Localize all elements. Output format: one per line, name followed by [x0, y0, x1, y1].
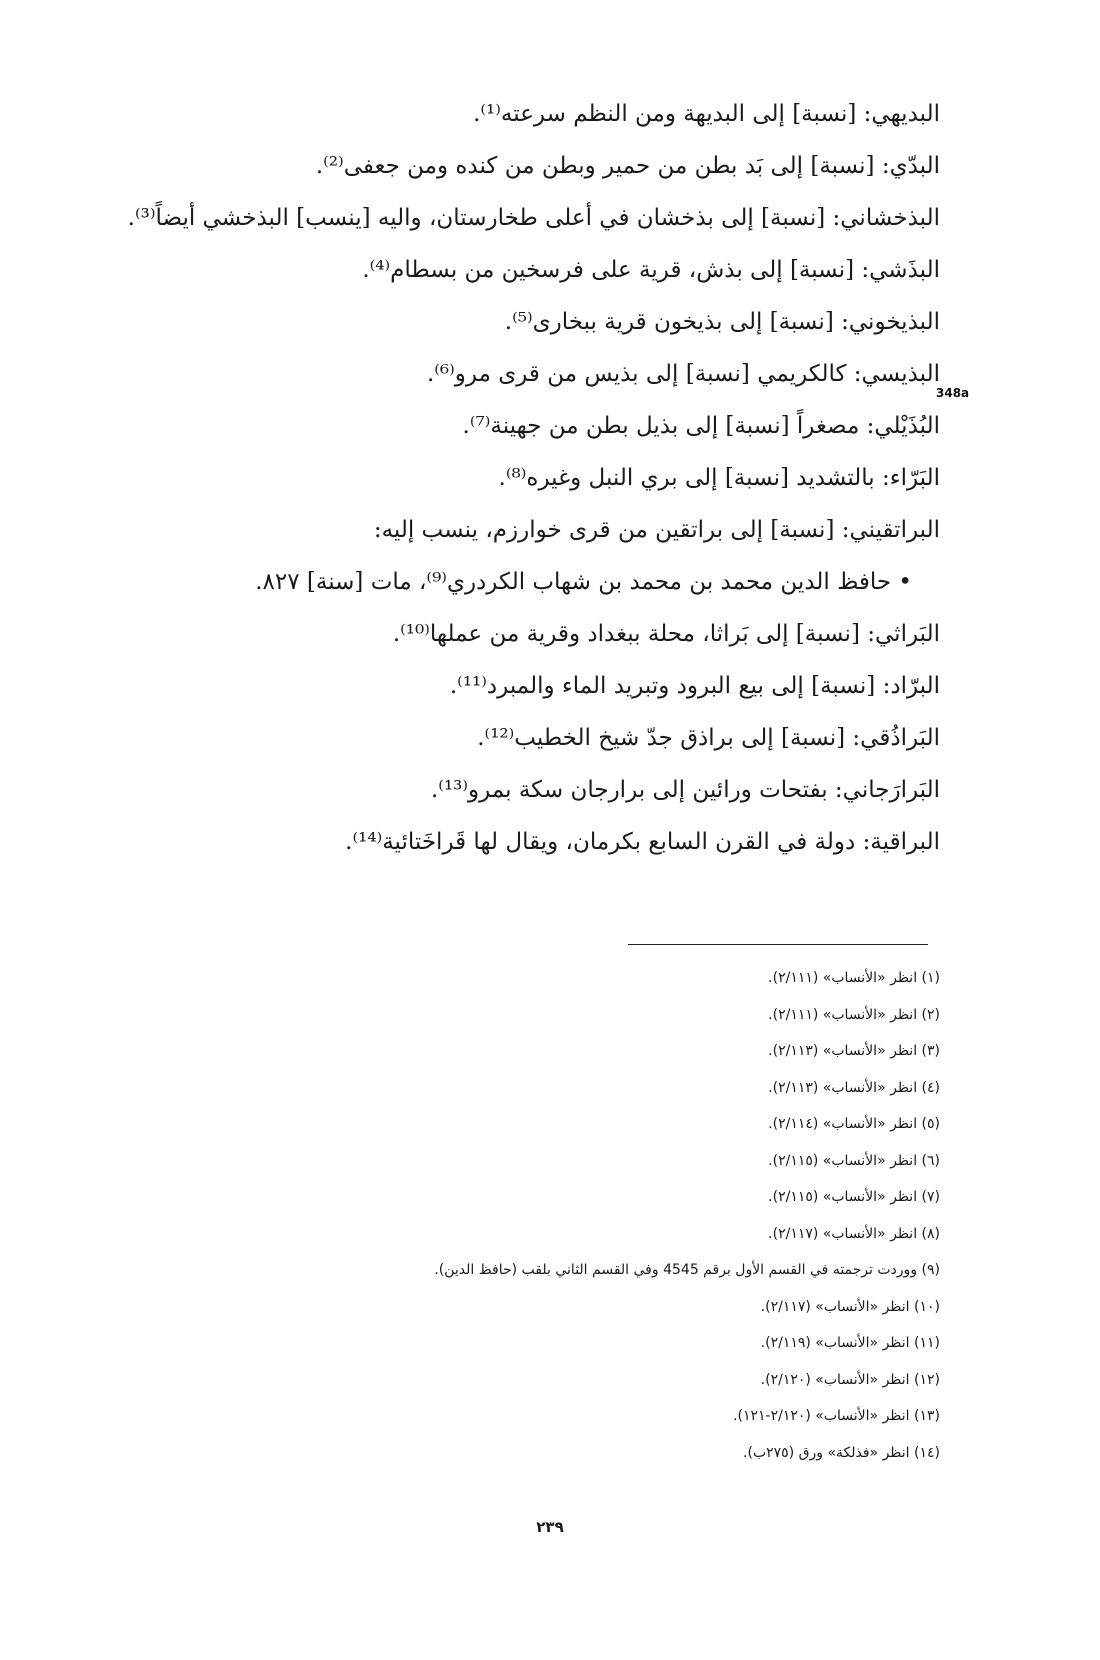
entry-headword: البَراثي: — [867, 621, 940, 647]
footnote: (٩) ووردت ترجمته في القسم الأول برقم 4545 وفي القسم الثاني بلقب (حافظ الدين). — [434, 1262, 940, 1278]
entry-albarra — [60, 452, 940, 504]
entry-albadhashi — [60, 244, 940, 296]
footnote: (٤) انظر «الأنساب» (٢/١١٣). — [768, 1079, 940, 1096]
entry-text: مصغراً [نسبة] إلى بذيل بطن من جهينة⁽⁷⁾. — [462, 413, 867, 439]
manuscript-folio-marker: 348a — [936, 386, 970, 400]
footnote: (١) انظر «الأنساب» (٢/١١١). — [768, 970, 940, 986]
footnote-divider — [628, 944, 928, 945]
entry-text: [نسبة] إلى بَد بطن من حمير وبطن من كنده ومن جعفى⁽²⁾. — [315, 153, 882, 179]
footnote: (١٣) انظر «الأنساب» (٢/١٢٠-١٢١). — [733, 1408, 940, 1424]
entry-headword: البَرّاء: — [882, 465, 940, 491]
entry-headword: البرّاد: — [882, 673, 940, 699]
entry-sub-hafiz-aldin — [60, 556, 940, 608]
entry-albadhikhuni — [60, 296, 940, 348]
entry-headword: البُذَيْلي: — [866, 413, 940, 439]
entry-text: [نسبة] إلى بَراثا، محلة ببغداد وقرية من عملها⁽¹⁰⁾. — [392, 621, 868, 647]
footnote: (١١) انظر «الأنساب» (٢/١١٩). — [760, 1335, 940, 1351]
entry-albaradhuqi — [60, 712, 940, 764]
entry-text: [نسبة] إلى بذش، قرية على فرسخين من بسطام⁽⁴⁾. — [362, 257, 862, 283]
entry-text: كالكريمي [نسبة] إلى بذيس من قرى مرو⁽⁶⁾. — [426, 361, 854, 387]
footnote: (٥) انظر «الأنساب» (٢/١١٤). — [768, 1116, 940, 1132]
entry-text: [نسبة] إلى براذق جدّ شيخ الخطيب⁽¹²⁾. — [477, 725, 853, 751]
footnote-list — [80, 960, 940, 1471]
entry-headword: البَراذُقي: — [852, 725, 940, 751]
entry-text: بالتشديد [نسبة] إلى بري النبل وغيره⁽⁸⁾. — [498, 465, 883, 491]
entry-text: [نسبة] إلى بيع البرود وتبريد الماء والمبرد⁽¹¹⁾. — [449, 673, 883, 699]
entry-text: [نسبة] إلى بذخشان في أعلى طخارستان، واليه [ينسب] البذخشي أيضاً⁽³⁾. — [127, 205, 833, 231]
entry-text: [نسبة] إلى البديهة ومن النظم سرعته⁽¹⁾. — [473, 101, 864, 127]
entry-headword: البدّي: — [881, 153, 940, 179]
footnote: (٦) انظر «الأنساب» (٢/١١٥). — [768, 1152, 940, 1169]
footnote: (١٢) انظر «الأنساب» (٢/١٢٠). — [760, 1371, 940, 1388]
footnote: (٢) انظر «الأنساب» (٢/١١١). — [768, 1006, 940, 1023]
entry-text: [نسبة] إلى بذيخون قرية ببخارى⁽⁵⁾. — [504, 309, 842, 335]
footnote: (٨) انظر «الأنساب» (٢/١١٧). — [768, 1225, 940, 1242]
entry-albararajani — [60, 764, 940, 816]
entry-headword: البذيسي: — [853, 361, 940, 387]
footnote: (١٤) انظر «فذلكة» ورق (٢٧٥ب). — [743, 1444, 940, 1461]
entry-text: [نسبة] إلى براتقين من قرى خوارزم، ينسب إليه: — [373, 517, 842, 543]
entry-albadhakhshani — [60, 192, 940, 244]
entry-albarathi — [60, 608, 940, 660]
entry-text: بفتحات ورائين إلى برارجان سكة بمرو⁽¹³⁾. — [430, 777, 835, 803]
entry-albadihi — [60, 88, 940, 140]
entry-headword: البراقية: — [862, 829, 940, 855]
entry-text: مات [سنة] ٨٢٧. — [255, 569, 419, 595]
entry-headword: البَرارَجاني: — [834, 777, 940, 803]
footnote: (١٠) انظر «الأنساب» (٢/١١٧). — [760, 1298, 940, 1315]
entry-list — [60, 88, 940, 868]
footnote: (٧) انظر «الأنساب» (٢/١١٥). — [768, 1189, 940, 1205]
page-number: ٢٣٩ — [536, 1518, 564, 1536]
entry-albadhisi — [60, 348, 940, 400]
entry-albaratqini — [60, 504, 940, 556]
entry-albarrad — [60, 660, 940, 712]
footnote: (٣) انظر «الأنساب» (٢/١١٣). — [768, 1043, 940, 1059]
entry-headword: البذيخوني: — [841, 309, 940, 335]
entry-headword: البراتقيني: — [841, 517, 940, 543]
entry-text: دولة في القرن السابع بكرمان، ويقال لها قَراخَتائية⁽¹⁴⁾. — [345, 829, 863, 855]
entry-headword: البديهي: — [863, 101, 940, 127]
entry-person: • حافظ الدين محمد بن محمد بن شهاب الكردري⁽⁹⁾، — [418, 569, 912, 595]
entry-headword: البذخشاني: — [832, 205, 940, 231]
entry-headword: البذَشي: — [861, 257, 940, 283]
entry-albaraqiya — [60, 816, 940, 868]
entry-albudhayli — [60, 400, 940, 452]
entry-albaddi — [60, 140, 940, 192]
